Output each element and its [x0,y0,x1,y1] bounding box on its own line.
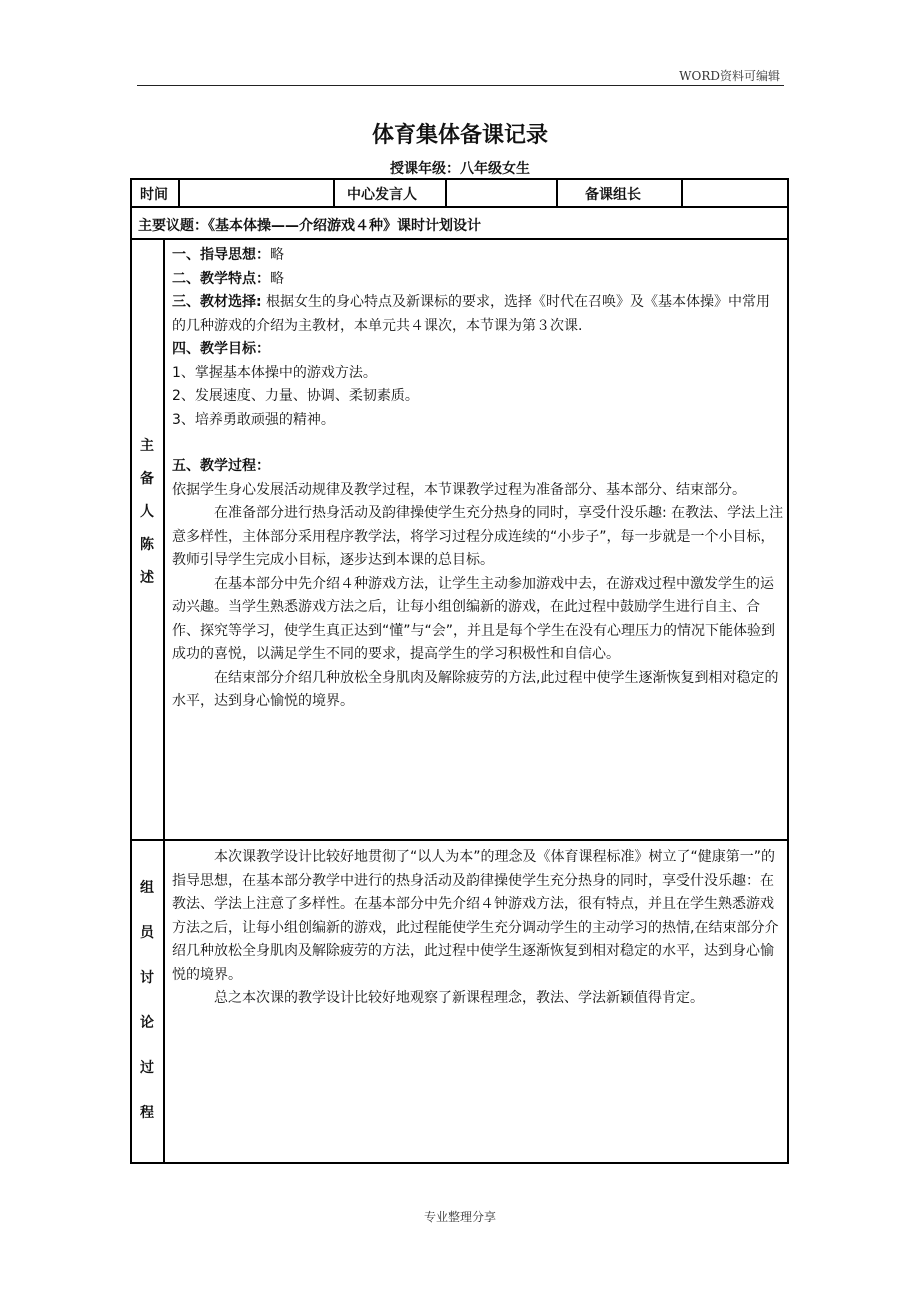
main-label-char: 人 [140,504,154,520]
topic-text: 主要议题：《基本体操——介绍游戏４种》课时计划设计 [138,218,481,234]
page-footer-text: 专业整理分享 [423,1210,496,1224]
side-label-divider [163,238,165,1164]
main-label-char: 主 [140,438,154,454]
section-body: 根据女生的身心特点及新课标的要求，选择《时代在召唤》及《基本体操》中常用的几种游戏的介绍为主教材，本单元共４课次，本节课为第３次课. [172,294,771,334]
discussion-paragraph: 本次课教学设计比较好地贯彻了“以人为本”的理念及《体育课程标准》树立了“健康第一”的指导思想，在基本部分教学中进行的热身活动及韵律操使学生充分热身的同时，享受什没乐趣：在教法、学法上注意了多样性。在基本部分中先介绍４钟游戏方法，很有特点，并且在学生熟悉游戏方法之后，让每小组创编新的游戏，此过程能使学生充分调动学生的主动学习的热情,在结束部分介绍几种放松全身肌肉及解除疲劳的方法，此过程中使学生逐渐恢复到相对稳定的水平，达到身心愉悦的境界。 [172,849,779,983]
process-paragraph: 依据学生身心发展活动规律及教学过程，本节课教学过程为准备部分、基本部分、结束部分。 [172,481,746,498]
section-heading: 一、指导思想： [172,247,270,263]
teaching-goal: 3、培养勇敢顽强的精神。 [172,411,335,428]
document-subtitle: 授课年级：八年级女生 [390,161,530,177]
main-label-char: 述 [140,570,154,586]
teaching-goal: 2、发展速度、力量、协调、柔韧素质。 [172,388,419,404]
main-label-char: 备 [140,471,154,487]
section-heading: 五、教学过程： [172,458,270,474]
speaker-label: 中心发言人 [347,187,417,203]
row-divider-3 [132,839,787,841]
main-presenter-label [132,435,162,600]
row-divider-1 [132,206,787,208]
main-label-char: 陈 [140,537,154,553]
section-heading: 二、教学特点： [172,270,270,287]
document-title: 体育集体备课记录 [371,123,548,148]
discussion-label [132,877,162,1147]
col-divider-1 [178,180,180,206]
discussion-label-char: 程 [140,1105,154,1121]
main-presenter-content [172,244,784,714]
discussion-label-char: 员 [140,925,154,941]
time-label: 时间 [140,187,168,203]
discussion-label-char: 论 [140,1015,154,1031]
col-divider-5 [681,180,683,206]
col-divider-4 [556,180,558,206]
leader-label: 备课组长 [585,187,641,203]
page-header-text: WORD资料可编辑 [679,69,780,83]
discussion-label-char: 组 [140,880,154,896]
discussion-label-char: 讨 [140,970,154,986]
process-paragraph: 在准备部分进行热身活动及韵律操使学生充分热身的同时，享受什没乐趣: 在教法、学法上注意多样性，主体部分采用程序教学法，将学习过程分成连续的“小步子”，每一步就是一个小目标，教师引导学生完成小目标，逐步达到本课的总目标。 [172,505,784,568]
lesson-plan-table [130,178,789,1164]
header-rule [137,85,784,86]
teaching-goal: 1、掌握基本体操中的游戏方法。 [172,364,377,381]
discussion-paragraph: 总之本次课的教学设计比较好地观察了新课程理念，教法、学法新颖值得肯定。 [214,990,704,1006]
section-body: 略 [270,247,284,263]
section-body: 略 [270,270,284,287]
col-divider-3 [445,180,447,206]
discussion-content [172,846,784,1011]
section-heading: 三、教材选择: [172,294,262,310]
col-divider-2 [333,180,335,206]
section-heading: 四、教学目标： [172,341,270,357]
row-divider-2 [132,238,787,240]
discussion-label-char: 过 [140,1060,154,1076]
process-paragraph: 在结束部分介绍几种放松全身肌肉及解除疲劳的方法,此过程中使学生逐渐恢复到相对稳定的水平，达到身心愉悦的境界。 [172,669,779,709]
process-paragraph: 在基本部分中先介绍４种游戏方法，让学生主动参加游戏中去，在游戏过程中激发学生的运动兴趣。当学生熟悉游戏方法之后，让每小组创编新的游戏，在此过程中鼓励学生进行自主、合作、探究等学习，使学生真正达到“懂”与“会”，并且是每个学生在没有心理压力的情况下能体验到成功的喜悦，以满足学生不同的要求，提高学生的学习积极性和自信心。 [172,575,776,662]
